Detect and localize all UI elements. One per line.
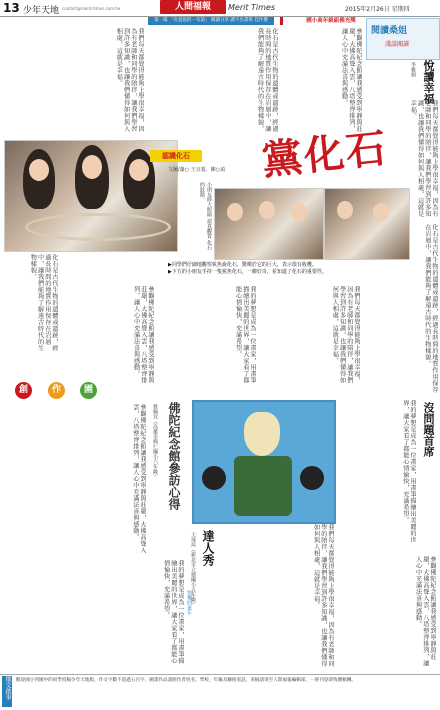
text-column-g: 我們每天都覺得能夠上學很幸福，因為有老師和同學的陪伴，讓我們學習到許多知識，也讓我們懂得如何與人相處，這就是幸福。 [331, 286, 360, 384]
footer-text: 歡迎國小到國中的同學投稿少年天地版，作文字數不超過五百字，圖畫作品請附作者姓名、學校、年級及聯絡電話，來稿請寄至人間福報編輯部，一經刊登即致贈稿酬。 [16, 678, 356, 683]
photo-caption-vertical: 小朋友睜大眼睛 認真觀賞 化石的紋路。 [199, 182, 212, 251]
corner-subtitle: 淺談閱讀 [385, 41, 410, 48]
student-face [29, 159, 49, 181]
corner-title: 閱讀桑姐 [371, 26, 408, 36]
footer-label: 徵文啟事 [2, 676, 12, 707]
feature-tag: 認識化石 [150, 150, 202, 162]
feature-title: 黨化石 [259, 124, 391, 185]
text-column-a: 我們每天都覺得能夠上學很幸福，因為有老師和同學的陪伴，讓我們學習到許多知識，也讓我們懂得如何與人相處，這就是幸福。 [115, 28, 144, 132]
corner-box [366, 18, 440, 60]
page-number: 13 [3, 1, 20, 15]
clown-face [244, 412, 280, 456]
student-face [82, 155, 102, 179]
student-face [291, 203, 307, 221]
clown-body [234, 456, 292, 516]
fossil-jaw [25, 213, 171, 241]
essay-title: 悅讀幸福 [422, 60, 435, 104]
student-face [259, 201, 275, 219]
right-bottom-body: 參觀佛陀紀念館讓我感受到寧靜與莊嚴，大佛高聳入雲，八塔整齊排列，讓人心中充滿法喜與感動。 [414, 556, 436, 667]
newspaper-logo-en: Merit Times [228, 3, 276, 12]
student-drawing [192, 400, 336, 524]
buddha-article-body: 參觀佛陀紀念館讓我感受到寧靜與莊嚴，大佛高聳入雲，八塔整齊排列，讓人心中充滿法喜與感動。 [131, 404, 146, 554]
talent-author: 王琦瑄（新北市立德國小五年級） [190, 532, 196, 607]
student-face [337, 201, 353, 219]
text-column-e: 參觀佛陀紀念館讓我感受到寧靜與莊嚴，大佛高聳入雲，八塔整齊排列，讓人心中充滿法喜與感動。 [132, 286, 154, 384]
student-face [129, 159, 149, 181]
text-column-h: 化石是古代生物的遺體或遺跡，經過長時間的地質作用保存在岩層中，讓我們能夠了解遠古時代的生物樣貌。 [423, 224, 438, 393]
no-problem-title: 沒問題首席 [422, 402, 435, 457]
talent-body: 我們每天都覺得能夠上學很幸福，因為有老師和同學的陪伴，讓我們學習到許多知識，也讓我們懂得如何與人相處，這就是幸福。 [312, 524, 334, 667]
text-column-c: 參觀佛陀紀念館讓我感受到寧靜與莊嚴，大佛高聳入雲，八塔整齊排列，讓人心中充滿法喜與感動。 [340, 28, 362, 132]
newspaper-logo: 人間福報 [160, 0, 226, 14]
dancer-figure [202, 466, 226, 490]
talent-title: 達人秀 [201, 530, 215, 566]
creative-circle: 創 [15, 382, 32, 399]
group-photo-1 [214, 188, 324, 260]
student-face [227, 203, 243, 221]
dancer-figure [300, 466, 324, 490]
essay-body: 我們每天都覺得能夠上學很幸福，因為有老師和同學的陪伴，讓我們學習到許多知識，也讓我們懂得如何與人相處，這就是幸福。 [409, 100, 438, 217]
page-header [0, 0, 440, 17]
text-column-d: 化石是古代生物的遺體或遺跡，經過長時間的地質作用保存在岩層中，讓我們能夠了解遠古時代的生物樣貌。 [29, 254, 58, 352]
creative-circle: 作 [48, 382, 65, 399]
creative-circle: 園 [80, 382, 97, 399]
text-column-b: 化石是古代生物的遺體或遺跡，經過長時間的地質作用保存在岩層中，讓我們能夠了解遠古時代的生物樣貌。 [256, 28, 278, 132]
text-column-f: 我的夢想是成為一位畫家，用畫筆描繪出美麗的世界，讓大家看了都能心情愉快，充滿希望。 [234, 286, 256, 384]
essay-author: 李雅娟 [410, 62, 416, 77]
section-title: 少年天地 [23, 6, 60, 16]
feature-reporters: 文圖/蕭○ 王宜蓁、陳○禎 [168, 167, 226, 173]
buddha-article-body-2: 我的夢想是成為一位畫家，用畫筆描繪出美麗的世界，讓大家看了都能心情愉快，充滿希望。 [162, 560, 184, 664]
student-face [373, 203, 389, 221]
buddha-article-author: 蔡佩宜（高雄市興仁國小六年級） [152, 404, 158, 479]
red-banner: 國小高年級組佛光獎 [280, 17, 379, 25]
contact-url: contact@merit-times.com.tw [62, 6, 121, 11]
issue-date: 2015年2月26日 星期四 [345, 6, 410, 13]
no-problem-body: 我的夢想是成為一位畫家，用畫筆描繪出美麗的世界，讓大家看了都能心情愉快，充滿希望。 [401, 400, 416, 543]
photo-caption-line: ▶同學們仔細地觀察鯊魚齒化石，驚嘆於它的巨大，表示很有收穫。 [168, 262, 317, 268]
buddha-article-title: 佛陀紀念館參訪心得 [167, 402, 181, 510]
photo-caption-line: ▶下方的小朋友手持一隻鯊魚化石，一臉好奇，並知道了化石的重要性。 [168, 268, 327, 275]
talent-caption: 快樂的童年 [186, 590, 192, 615]
blue-banner: 第一篇 「有意思的一句話」 閱讀分享 讀不出書寫 佳作選 [148, 17, 274, 25]
